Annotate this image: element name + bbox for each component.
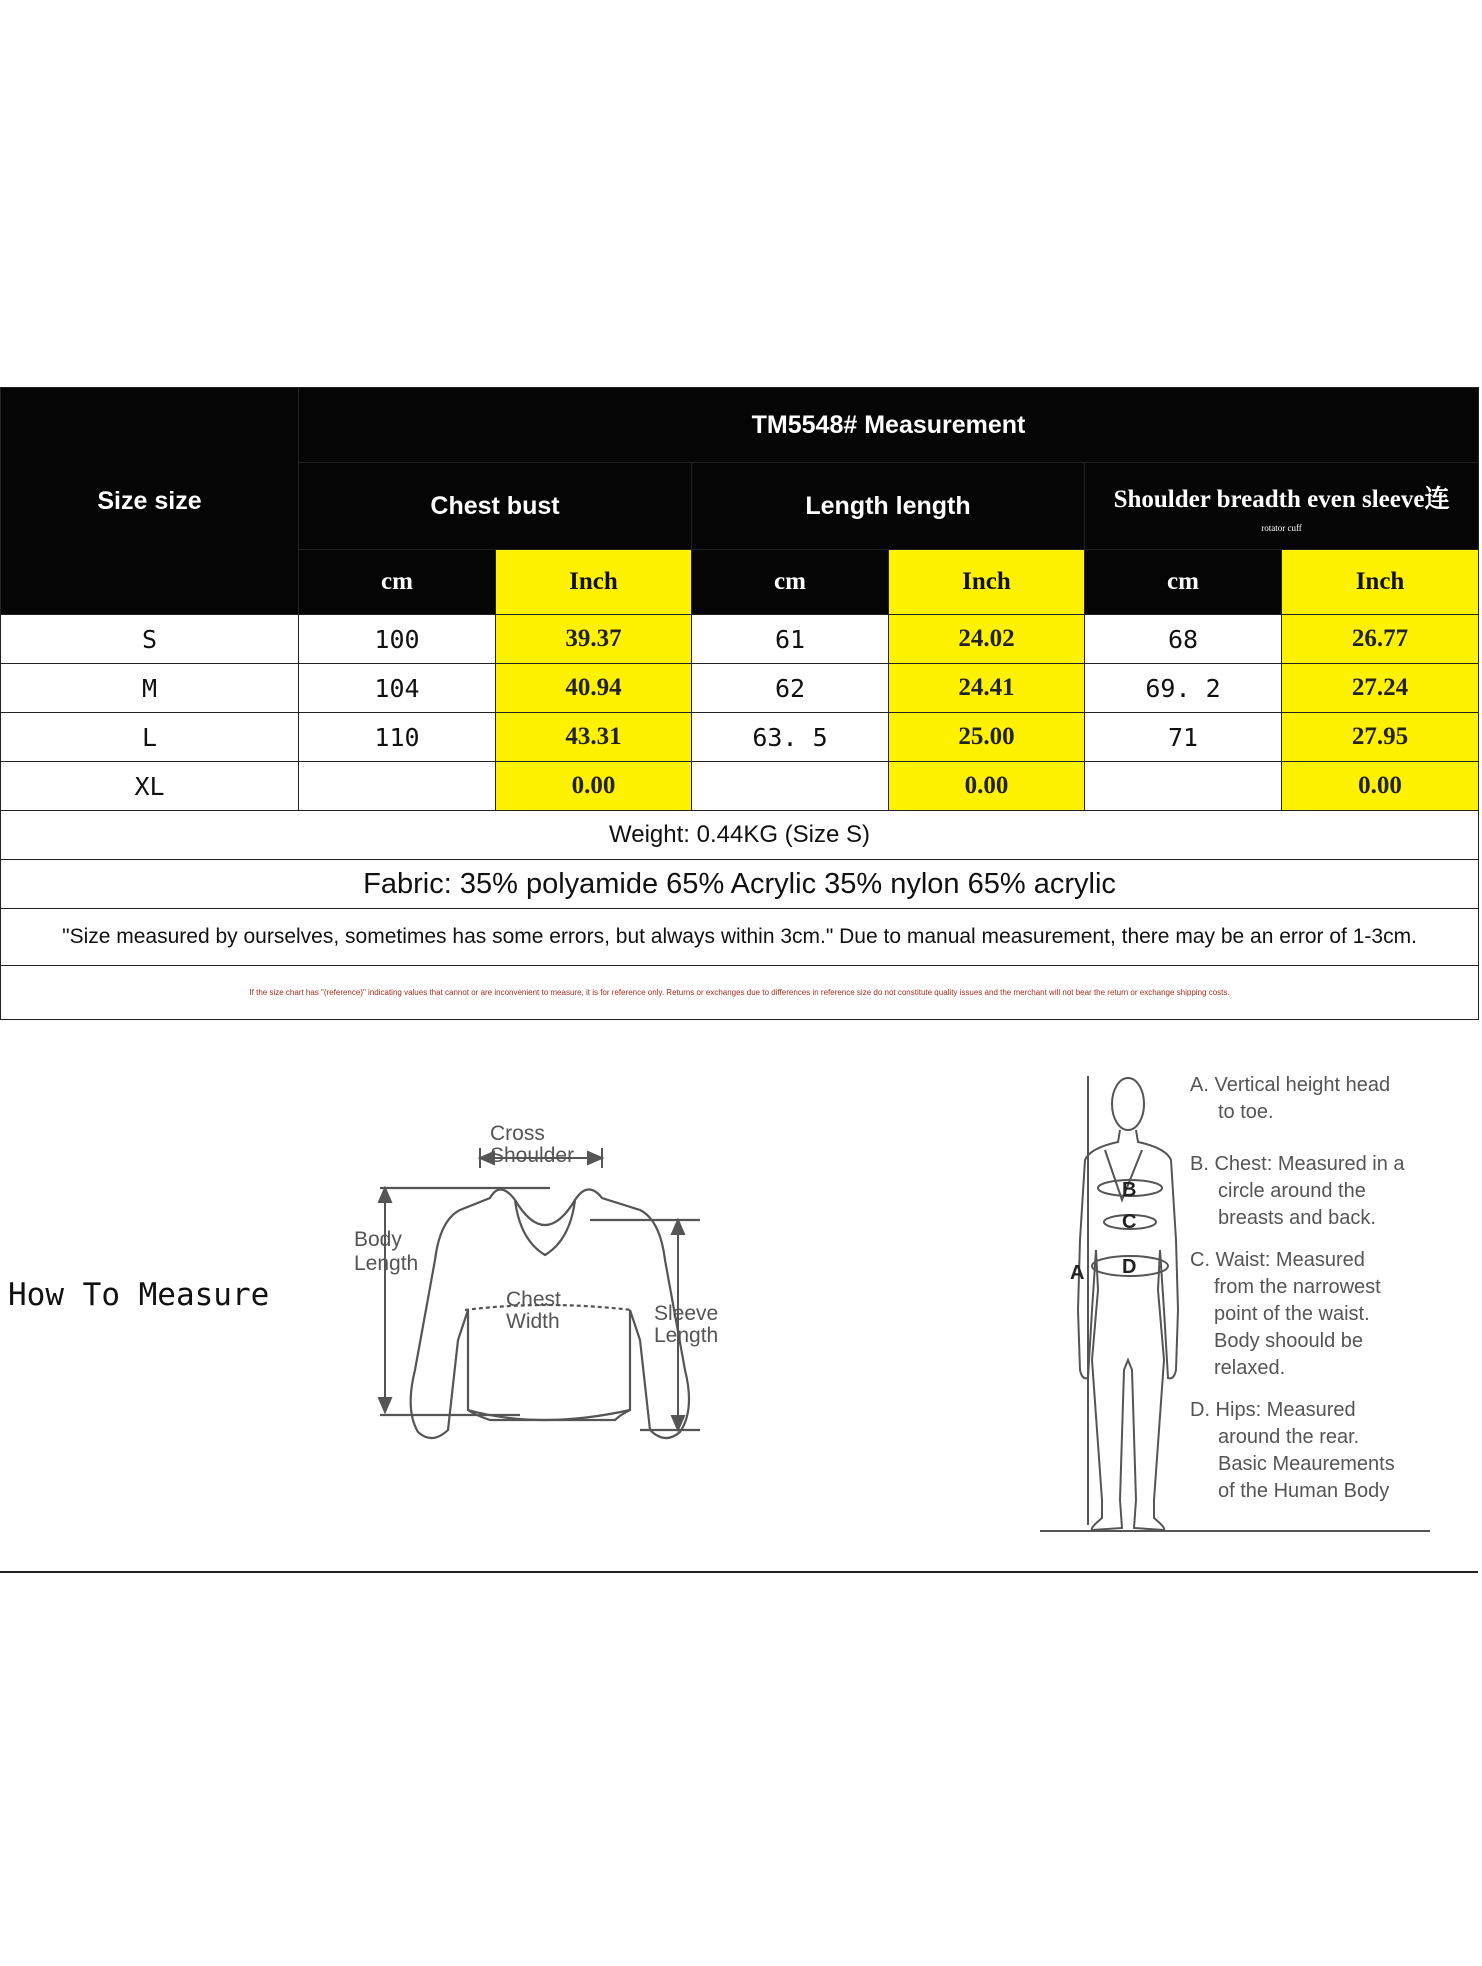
value-cell: 110: [299, 713, 496, 762]
value-cell: 27.24: [1282, 664, 1479, 713]
how-to-measure-title: How To Measure: [8, 1277, 270, 1313]
value-cell: 63. 5: [692, 713, 889, 762]
legend-line: breasts and back.: [1218, 1207, 1376, 1229]
legend-line: circle around the: [1218, 1180, 1366, 1202]
legend-line: relaxed.: [1214, 1357, 1286, 1379]
legend-line: point of the waist.: [1214, 1303, 1370, 1325]
letter-b: B: [1122, 1179, 1137, 1201]
legend-line: B. Chest: Measured in a: [1190, 1153, 1405, 1175]
value-cell: 39.37: [496, 615, 692, 664]
table-title: TM5548# Measurement: [299, 388, 1479, 463]
table-row: [1, 762, 1479, 811]
value-cell: 100: [299, 615, 496, 664]
value-cell: 24.41: [889, 664, 1085, 713]
unit-cm: cm: [692, 550, 889, 615]
chest-label-1: Chest: [506, 1288, 561, 1311]
value-cell: 71: [1085, 713, 1282, 762]
legend-line: Basic Meaurements: [1218, 1453, 1395, 1475]
size-cell: M: [1, 664, 299, 713]
letter-a: A: [1070, 1262, 1085, 1284]
size-cell: L: [1, 713, 299, 762]
legend-line: from the narrowest: [1214, 1276, 1381, 1298]
legend-underline: [1040, 1530, 1430, 1532]
value-cell: 43.31: [496, 713, 692, 762]
value-cell: 69. 2: [1085, 664, 1282, 713]
measurement-note: "Size measured by ourselves, sometimes has some errors, but always within 3cm." Due to manual measurement, there may be an error of 1-3cm.: [1, 909, 1479, 966]
body-length-label-1: Body: [354, 1228, 402, 1251]
legend-line: Body shoould be: [1214, 1330, 1364, 1352]
chest-bust-header: Chest bust: [299, 463, 692, 550]
table-row: [1, 664, 1479, 713]
unit-inch: Inch: [889, 550, 1085, 615]
size-header: Size size: [1, 388, 299, 615]
shoulder-header-label: Shoulder breadth even sleeve连: [1113, 486, 1450, 513]
disclaimer-note: If the size chart has "(reference)" indicating values that cannot or are inconvenient to measure, it is for reference only. Returns or exchanges due to differences in reference size do not constitute quality issues and the merchant will not bear the return or exchange shipping costs.: [1, 966, 1479, 1020]
length-header: Length length: [692, 463, 1085, 550]
value-cell: 0.00: [496, 762, 692, 811]
measure-legend: [1190, 1072, 1430, 1505]
body-length-label-2: Length: [354, 1252, 419, 1275]
cross-label-1: Cross: [490, 1122, 545, 1145]
value-cell: 61: [692, 615, 889, 664]
value-cell: 68: [1085, 615, 1282, 664]
fabric-note: Fabric: 35% polyamide 65% Acrylic 35% nylon 65% acrylic: [1, 860, 1479, 909]
legend-line: A. Vertical height head: [1190, 1074, 1391, 1096]
shoulder-header: [1085, 463, 1479, 550]
value-cell: 27.95: [1282, 713, 1479, 762]
value-cell: [692, 762, 889, 811]
body-figure-diagram: [1050, 1060, 1190, 1540]
table-row: [1, 713, 1479, 762]
table-row: [1, 615, 1479, 664]
value-cell: [299, 762, 496, 811]
weight-note: Weight: 0.44KG (Size S): [1, 811, 1479, 860]
sweater-diagram: [340, 1110, 760, 1460]
letter-d: D: [1122, 1256, 1137, 1278]
unit-inch: Inch: [496, 550, 692, 615]
chest-label-2: Width: [506, 1310, 560, 1333]
value-cell: 0.00: [1282, 762, 1479, 811]
size-cell: S: [1, 615, 299, 664]
shoulder-header-sub: rotator cuff: [1261, 523, 1302, 533]
legend-line: C. Waist: Measured: [1190, 1249, 1365, 1271]
legend-line: to toe.: [1218, 1101, 1274, 1123]
size-table: [0, 387, 1479, 1020]
legend-line: of the Human Body: [1218, 1480, 1390, 1502]
unit-cm: cm: [299, 550, 496, 615]
sleeve-label-2: Length: [654, 1324, 719, 1347]
value-cell: 0.00: [889, 762, 1085, 811]
value-cell: 26.77: [1282, 615, 1479, 664]
cross-label-2: Shoulder: [490, 1144, 575, 1167]
letter-c: C: [1122, 1211, 1137, 1233]
value-cell: 104: [299, 664, 496, 713]
sleeve-label-1: Sleeve: [654, 1302, 719, 1325]
legend-line: D. Hips: Measured: [1190, 1399, 1356, 1421]
unit-inch: Inch: [1282, 550, 1479, 615]
value-cell: 25.00: [889, 713, 1085, 762]
value-cell: 40.94: [496, 664, 692, 713]
size-cell: XL: [1, 762, 299, 811]
value-cell: [1085, 762, 1282, 811]
legend-line: around the rear.: [1218, 1426, 1360, 1448]
value-cell: 62: [692, 664, 889, 713]
unit-cm: cm: [1085, 550, 1282, 615]
value-cell: 24.02: [889, 615, 1085, 664]
